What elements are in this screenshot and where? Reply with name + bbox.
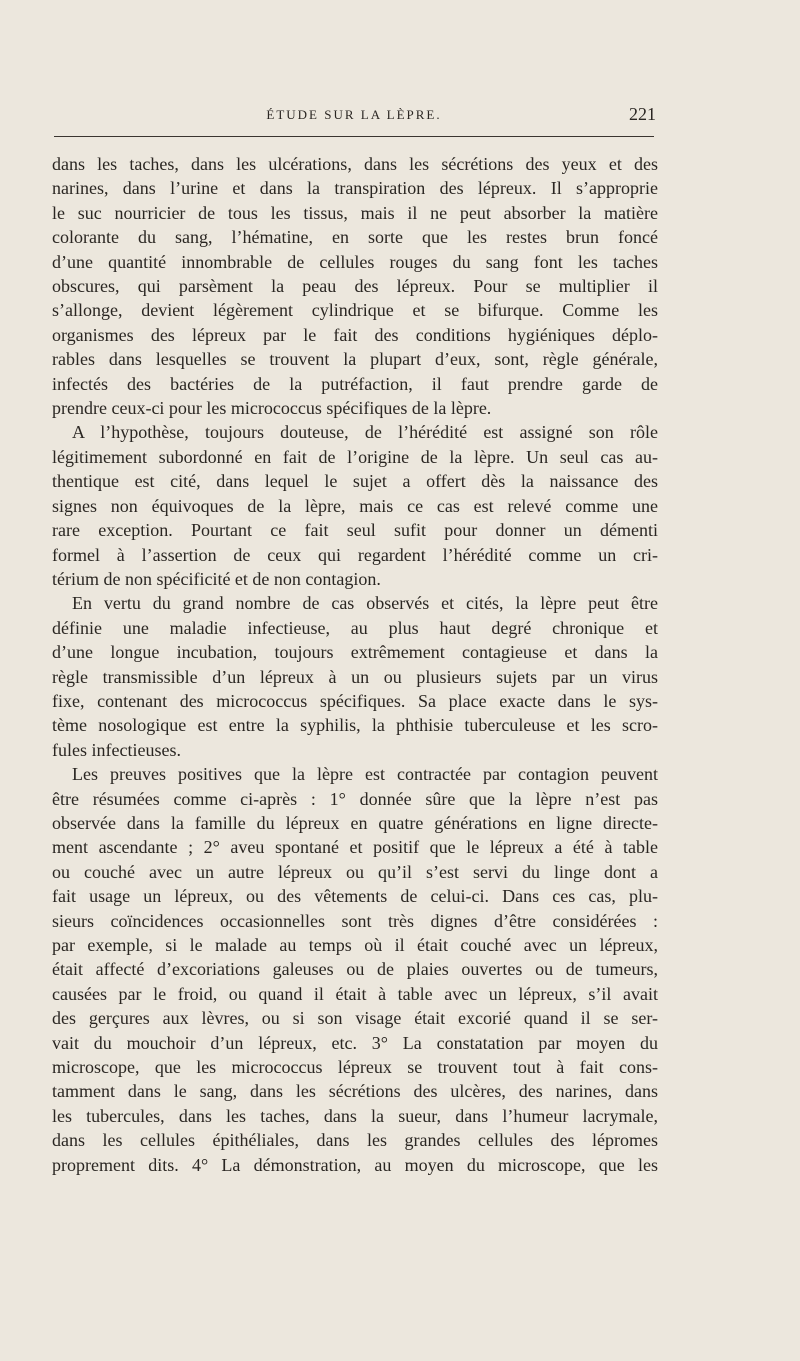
text-line: colorante du sang, l’hématine, en sorte que les restes brun foncé bbox=[52, 227, 658, 248]
text-line: être résumées comme ci-après : 1° donnée sûre que la lèpre n’est pas bbox=[52, 788, 658, 809]
text-line: observée dans la famille du lépreux en quatre générations en ligne directe- bbox=[52, 812, 658, 833]
text-line: narines, dans l’urine et dans la transpiration des lépreux. Il s’approprie bbox=[52, 178, 658, 199]
text-line: obscures, qui parsèment la peau des lépreux. Pour se multiplier il bbox=[52, 276, 658, 297]
text-line: légitimement subordonné en fait de l’origine de la lèpre. Un seul cas au- bbox=[52, 446, 658, 467]
text-line: fules infectieuses. bbox=[52, 739, 181, 760]
text-line: Les preuves positives que la lèpre est contractée par contagion peuvent bbox=[72, 764, 658, 785]
paragraph bbox=[52, 591, 658, 762]
text-line: vait du mouchoir d’un lépreux, etc. 3° La constatation par moyen du bbox=[52, 1032, 658, 1053]
running-title: ÉTUDE SUR LA LÈPRE. bbox=[266, 107, 442, 122]
text-line: d’une quantité innombrable de cellules rouges du sang font les taches bbox=[52, 251, 658, 272]
page-number: 221 bbox=[629, 104, 656, 124]
text-line: rare exception. Pourtant ce fait seul sufit pour donner un démenti bbox=[52, 520, 658, 541]
text-line: microscope, que les micrococcus lépreux se trouvent tout à fait cons- bbox=[52, 1057, 658, 1078]
text-line: infectés des bactéries de la putréfaction, il faut prendre garde de bbox=[52, 373, 658, 394]
text-line: des gerçures aux lèvres, ou si son visage était excorié quand il se ser- bbox=[52, 1008, 658, 1029]
text-line: causées par le froid, ou quand il était à table avec un lépreux, s’il avait bbox=[52, 983, 658, 1004]
text-line: le suc nourricier de tous les tissus, mais il ne peut absorber la matière bbox=[52, 202, 658, 223]
paragraph bbox=[52, 762, 658, 1177]
text-line: prendre ceux-ci pour les micrococcus spécifiques de la lèpre. bbox=[52, 398, 492, 419]
text-line: tème nosologique est entre la syphilis, la phthisie tuberculeuse et les scro- bbox=[52, 715, 658, 736]
text-line: En vertu du grand nombre de cas observés et cités, la lèpre peut être bbox=[72, 593, 658, 614]
text-line: règle transmissible d’un lépreux à un ou plusieurs sujets par un virus bbox=[52, 666, 658, 687]
text-line: ou couché avec un autre lépreux ou qu’il s’est servi du linge dont a bbox=[52, 861, 658, 882]
paragraph bbox=[52, 420, 658, 591]
paragraph bbox=[52, 152, 658, 420]
text-line: proprement dits. 4° La démonstration, au moyen du microscope, que les bbox=[52, 1154, 658, 1175]
text-line: s’allonge, devient légèrement cylindrique et se bifurque. Comme les bbox=[52, 300, 658, 321]
text-line: fait usage un lépreux, ou des vêtements de celui-ci. Dans ces cas, plu- bbox=[52, 886, 658, 907]
text-line: A l’hypothèse, toujours douteuse, de l’hérédité est assigné son rôle bbox=[72, 422, 658, 443]
text-line: était affecté d’excoriations galeuses ou de plaies ouvertes ou de tumeurs, bbox=[52, 959, 658, 980]
text-line: tamment dans le sang, dans les sécrétions des ulcères, des narines, dans bbox=[52, 1081, 658, 1102]
text-line: sieurs coïncidences occasionnelles sont très dignes d’être considérées : bbox=[52, 910, 658, 931]
text-line: organismes des lépreux par le fait des conditions hygiéniques déplo- bbox=[52, 324, 658, 345]
text-line: ment ascendante ; 2° aveu spontané et positif que le lépreux a été à table bbox=[52, 837, 658, 858]
header-rule bbox=[54, 136, 654, 137]
page-header bbox=[52, 104, 656, 126]
text-line: dans les cellules épithéliales, dans les grandes cellules des lépromes bbox=[52, 1130, 658, 1151]
text-line: térium de non spécificité et de non contagion. bbox=[52, 568, 381, 589]
text-line: les tubercules, dans les taches, dans la sueur, dans l’humeur lacrymale, bbox=[52, 1105, 658, 1126]
text-line: définie une maladie infectieuse, au plus haut degré chronique et bbox=[52, 617, 658, 638]
text-line: d’une longue incubation, toujours extrêmement contagieuse et dans la bbox=[52, 642, 658, 663]
text-line: signes non équivoques de la lèpre, mais ce cas est relevé comme une bbox=[52, 495, 658, 516]
text-line: fixe, contenant des micrococcus spécifiques. Sa place exacte dans le sys- bbox=[52, 690, 658, 711]
text-line: rables dans lesquelles se trouvent la plupart d’eux, sont, règle générale, bbox=[52, 349, 658, 370]
text-line: par exemple, si le malade au temps où il était couché avec un lépreux, bbox=[52, 935, 658, 955]
text-line: thentique est cité, dans lequel le sujet a offert dès la naissance des bbox=[52, 471, 658, 492]
text-line: formel à l’assertion de ceux qui regardent l’hérédité comme un cri- bbox=[52, 544, 658, 565]
body-text bbox=[52, 152, 658, 1177]
text-line: dans les taches, dans les ulcérations, dans les sécrétions des yeux et des bbox=[52, 154, 658, 174]
